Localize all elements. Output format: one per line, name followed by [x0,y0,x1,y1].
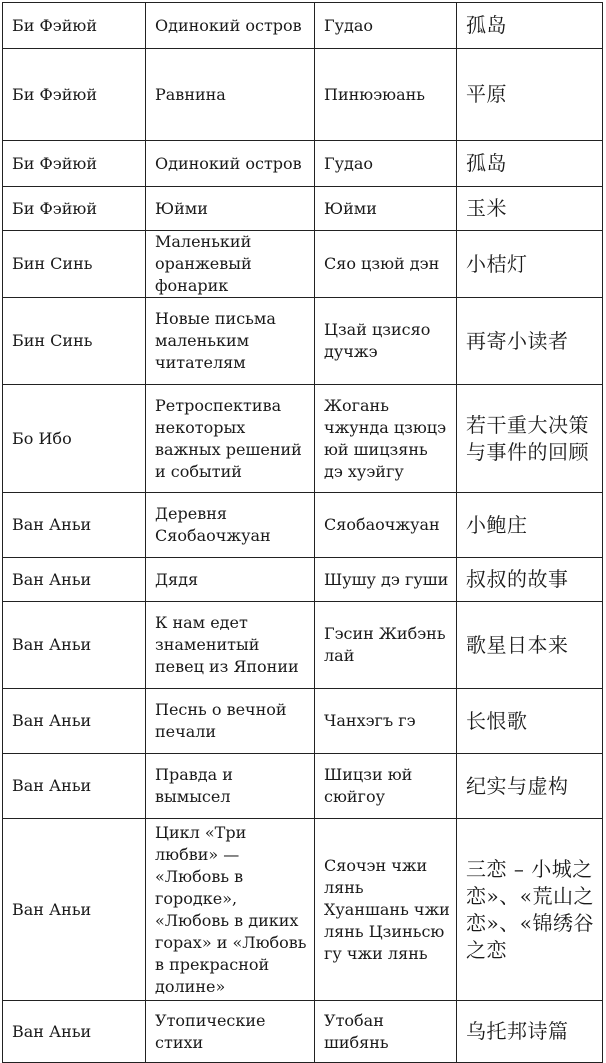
russian-title-cell: Равнина [146,49,315,141]
author-cell: Ван Аньи [3,689,146,754]
chinese-title-cell: 若干重大决策与事件的回顾 [457,385,603,493]
table-row [3,754,603,819]
works-table [2,2,603,1063]
chinese-title-cell: 长恨歌 [457,689,603,754]
author-cell: Би Фэйюй [3,141,146,187]
chinese-title-cell: 叔叔的故事 [457,558,603,602]
chinese-title-cell: 孤岛 [457,141,603,187]
table-row [3,558,603,602]
russian-title-cell: Новые письма маленьким читателям [146,298,315,385]
transliteration-cell: Сяобаочжуан [315,493,457,558]
table-row [3,493,603,558]
author-cell: Ван Аньи [3,754,146,819]
table-row [3,689,603,754]
table-row [3,385,603,493]
author-cell: Ван Аньи [3,1001,146,1063]
transliteration-cell: Сяочэн чжи лянь Хуаншань чжи лянь Цзиньсю гу чжи лянь [315,819,457,1001]
chinese-title-cell: 再寄小读者 [457,298,603,385]
chinese-title-cell: 平原 [457,49,603,141]
table-row [3,3,603,49]
table-row [3,298,603,385]
russian-title-cell: Деревня Сяобаочжуан [146,493,315,558]
transliteration-cell: Гудао [315,3,457,49]
chinese-title-cell: 三恋 – 小城之恋»、«荒山之恋»、«锦绣谷之恋 [457,819,603,1001]
chinese-title-cell: 纪实与虚构 [457,754,603,819]
russian-title-cell: Дядя [146,558,315,602]
chinese-title-cell: 孤岛 [457,3,603,49]
russian-title-cell: Юйми [146,187,315,231]
author-cell: Бин Синь [3,298,146,385]
transliteration-cell: Юйми [315,187,457,231]
chinese-title-cell: 小鲍庄 [457,493,603,558]
russian-title-cell: К нам едет знаменитый певец из Японии [146,602,315,689]
author-cell: Ван Аньи [3,602,146,689]
author-cell: Би Фэйюй [3,187,146,231]
transliteration-cell: Утобан шибянь [315,1001,457,1063]
table-row [3,187,603,231]
transliteration-cell: Гудао [315,141,457,187]
chinese-title-cell: 乌托邦诗篇 [457,1001,603,1063]
works-table-container [2,2,602,1063]
russian-title-cell: Песнь о вечной печали [146,689,315,754]
transliteration-cell: Цзай цзисяо дучжэ [315,298,457,385]
author-cell: Ван Аньи [3,819,146,1001]
russian-title-cell: Цикл «Три любви» — «Любовь в городке», «Любовь в диких горах» и «Любовь в прекрасной долине» [146,819,315,1001]
table-row [3,819,603,1001]
author-cell: Бин Синь [3,231,146,298]
transliteration-cell: Жогань чжунда цзюцэ юй шицзянь дэ хуэйгу [315,385,457,493]
russian-title-cell: Одинокий остров [146,141,315,187]
transliteration-cell: Сяо цзюй дэн [315,231,457,298]
transliteration-cell: Чанхэгъ гэ [315,689,457,754]
author-cell: Би Фэйюй [3,49,146,141]
table-row [3,141,603,187]
table-row [3,231,603,298]
russian-title-cell: Ретроспектива некоторых важных решений и событий [146,385,315,493]
russian-title-cell: Одинокий остров [146,3,315,49]
author-cell: Ван Аньи [3,558,146,602]
chinese-title-cell: 小桔灯 [457,231,603,298]
table-row [3,602,603,689]
transliteration-cell: Гэсин Жибэнь лай [315,602,457,689]
transliteration-cell: Шицзи юй сюйгоу [315,754,457,819]
transliteration-cell: Пинюэюань [315,49,457,141]
russian-title-cell: Правда и вымысел [146,754,315,819]
table-row [3,49,603,141]
chinese-title-cell: 歌星日本来 [457,602,603,689]
chinese-title-cell: 玉米 [457,187,603,231]
transliteration-cell: Шушу дэ гуши [315,558,457,602]
table-row [3,1001,603,1063]
author-cell: Би Фэйюй [3,3,146,49]
author-cell: Ван Аньи [3,493,146,558]
russian-title-cell: Маленький оранжевый фонарик [146,231,315,298]
author-cell: Бо Ибо [3,385,146,493]
russian-title-cell: Утопические стихи [146,1001,315,1063]
